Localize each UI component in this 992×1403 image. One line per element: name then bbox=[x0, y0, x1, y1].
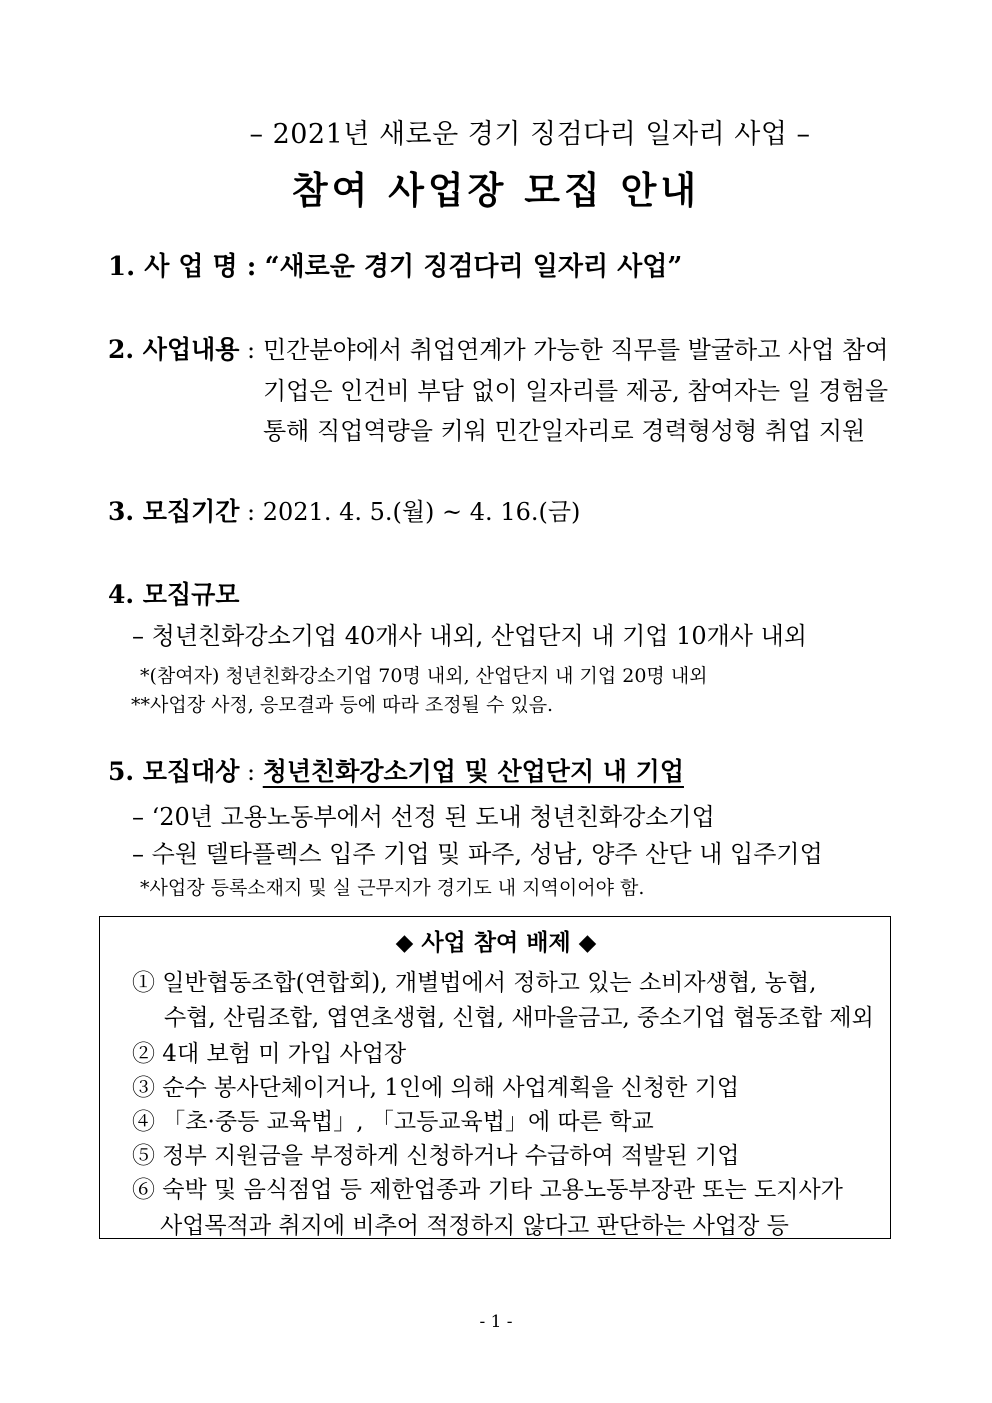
section-3-label: 3. 모집기간 bbox=[108, 497, 240, 526]
section-4-line: – 청년친화강소기업 40개사 내외, 산업단지 내 기업 10개사 내외 bbox=[132, 622, 807, 650]
section-2-line-2: 기업은 인건비 부담 없이 일자리를 제공, 참여자는 일 경험을 bbox=[263, 377, 889, 405]
exclusion-heading: ◆ 사업 참여 배제 ◆ bbox=[395, 929, 597, 956]
exclusion-item-3: ③ 순수 봉사단체이거나, 1인에 의해 사업계획을 신청한 기업 bbox=[132, 1075, 740, 1101]
document-subtitle: – 2021년 새로운 경기 징검다리 일자리 사업 – bbox=[249, 119, 811, 150]
section-4-note-1: *(참여자) 청년친화강소기업 70명 내외, 산업단지 내 기업 20명 내외 bbox=[140, 665, 708, 687]
section-3 bbox=[108, 492, 580, 528]
section-2-line-1: 민간분야에서 취업연계가 가능한 직무를 발굴하고 사업 참여 bbox=[263, 336, 889, 364]
exclusion-item-2: ② 4대 보험 미 가입 사업장 bbox=[132, 1041, 407, 1067]
section-2-label-row bbox=[108, 330, 255, 366]
section-1 bbox=[108, 246, 682, 283]
section-1-value: “새로운 경기 징검다리 일자리 사업” bbox=[264, 252, 683, 282]
section-5-note: *사업장 등록소재지 및 실 근무지가 경기도 내 지역이어야 함. bbox=[140, 877, 645, 899]
exclusion-item-1: ① 일반협동조합(연합회), 개별법에서 정하고 있는 소비자생협, 농협, bbox=[132, 970, 817, 996]
section-3-value: : 2021. 4. 5.(월) ~ 4. 16.(금) bbox=[239, 498, 581, 526]
page-number: - 1 - bbox=[479, 1312, 513, 1332]
section-4-note-2: **사업장 사정, 응모결과 등에 따라 조정될 수 있음. bbox=[131, 694, 554, 716]
section-1-label: 1. 사 업 명 : bbox=[108, 252, 257, 282]
exclusion-item-4: ④ 「초·중등 교육법」, 「고등교육법」에 따른 학교 bbox=[132, 1109, 654, 1135]
section-2-label: 2. 사업내용 bbox=[108, 335, 240, 364]
exclusion-item-5: ⑤ 정부 지원금을 부정하게 신청하거나 수급하여 적발된 기업 bbox=[132, 1143, 740, 1169]
section-5 bbox=[108, 752, 684, 788]
section-2-colon: : bbox=[239, 336, 256, 364]
document-title: 참여 사업장 모집 안내 bbox=[291, 168, 701, 212]
exclusion-item-6-cont: 사업목적과 취지에 비추어 적정하지 않다고 판단하는 사업장 등 bbox=[160, 1213, 789, 1239]
section-4-label: 4. 모집규모 bbox=[108, 580, 240, 609]
section-2-line-3: 통해 직업역량을 키워 민간일자리로 경력형성형 취업 지원 bbox=[263, 417, 866, 445]
section-5-line-2: – 수원 델타플렉스 입주 기업 및 파주, 성남, 양주 산단 내 입주기업 bbox=[132, 840, 823, 868]
section-5-value: 청년친화강소기업 및 산업단지 내 기업 bbox=[262, 757, 684, 786]
section-5-colon: : bbox=[239, 758, 263, 786]
section-5-label: 5. 모집대상 bbox=[108, 757, 240, 786]
exclusion-item-1-cont: 수협, 산림조합, 엽연초생협, 신협, 새마을금고, 중소기업 협동조합 제외 bbox=[164, 1005, 874, 1031]
section-5-line-1: – ‘20년 고용노동부에서 선정 된 도내 청년친화강소기업 bbox=[132, 803, 715, 831]
exclusion-item-6: ⑥ 숙박 및 음식점업 등 제한업종과 기타 고용노동부장관 또는 도지사가 bbox=[132, 1177, 843, 1203]
